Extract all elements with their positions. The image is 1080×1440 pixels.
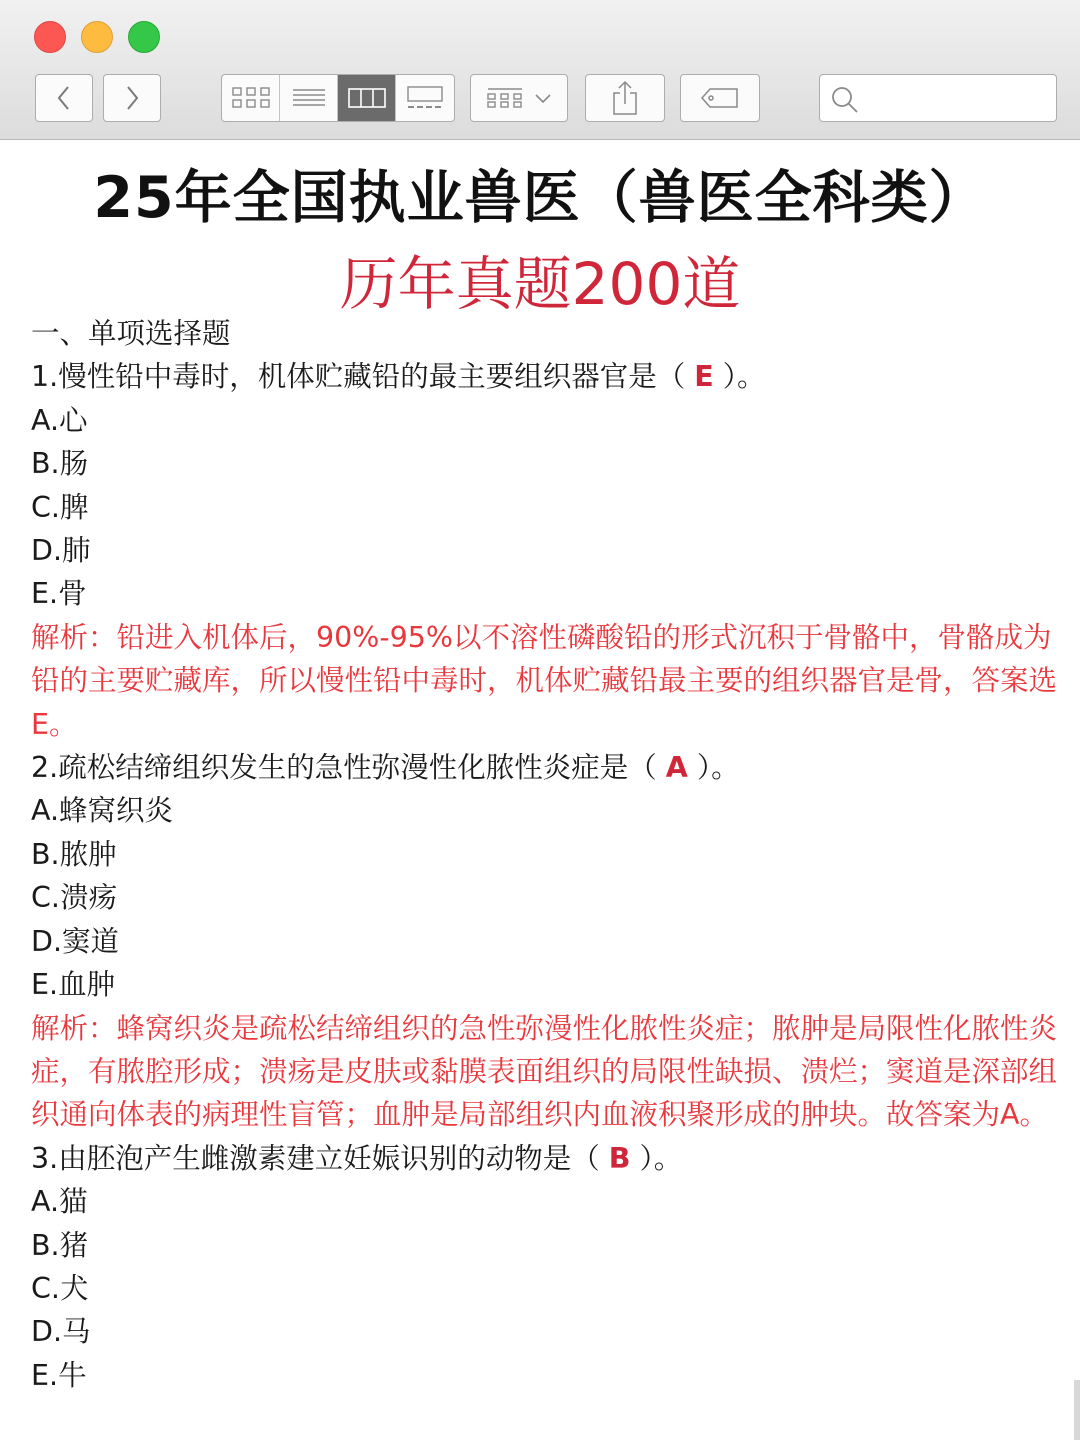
document-page xyxy=(0,140,1080,1440)
group-by-button[interactable] xyxy=(470,74,568,122)
tag-icon xyxy=(700,86,740,110)
option-b: B.猪 xyxy=(31,1228,89,1262)
gallery-view-button[interactable] xyxy=(396,75,454,121)
close-window-button[interactable] xyxy=(34,21,66,53)
chevron-down-icon xyxy=(534,92,552,104)
option-d: D.肺 xyxy=(31,534,91,568)
gallery-view-icon xyxy=(406,85,444,111)
question-text: 1.慢性铅中毒时，机体贮藏铅的最主要组织器官是（ xyxy=(31,360,695,394)
question-text-end: ）。 xyxy=(687,751,740,785)
icon-view-button[interactable] xyxy=(222,75,280,121)
question-text: 2.疏松结缔组织发生的急性弥漫性化脓性炎症是（ xyxy=(31,751,666,785)
question-text: 3.由胚泡产生雌激素建立妊娠识别的动物是（ xyxy=(31,1141,609,1175)
share-icon xyxy=(611,80,639,116)
option-c: C.溃疡 xyxy=(31,881,117,915)
minimize-window-button[interactable] xyxy=(81,21,113,53)
document-title: 25年全国执业兽医（兽医全科类） xyxy=(93,165,987,231)
question-list xyxy=(31,312,1061,1397)
option-e: E.血肿 xyxy=(31,968,116,1002)
option-d: D.马 xyxy=(31,1315,91,1349)
column-view-button[interactable] xyxy=(338,75,396,121)
search-field[interactable] xyxy=(819,74,1057,122)
answer-letter: B xyxy=(608,1141,631,1175)
option-a: A.蜂窝织炎 xyxy=(31,794,174,828)
option-e: E.牛 xyxy=(31,1358,87,1392)
section-heading: 一、单项选择题 xyxy=(31,317,231,350)
option-b: B.脓肿 xyxy=(31,837,117,871)
option-b: B.肠 xyxy=(31,447,89,481)
question-text-end: ）。 xyxy=(630,1141,683,1175)
analysis-text: 解析：铅进入机体后，90%-95%以不溶性磷酸铅的形式沉积于骨骼中，骨骼成为铅的主要贮藏库，所以慢性铅中毒时，机体贮藏铅最主要的组织器官是骨，答案选E。 xyxy=(31,620,1058,741)
scrollbar-thumb[interactable] xyxy=(1074,1380,1080,1440)
list-view-icon xyxy=(292,87,326,109)
option-c: C.脾 xyxy=(31,490,89,524)
question-stem xyxy=(31,746,1061,789)
question-text-end: ）。 xyxy=(713,360,766,394)
analysis-text: 解析：蜂窝织炎是疏松结缔组织的急性弥漫性化脓性炎症；脓肿是局限性化脓性炎症，有脓腔形成；溃疡是皮肤或黏膜表面组织的局限性缺损、溃烂；窦道是深部组织通向体表的病理性盲管；血肿是局部组织内血液积聚形成的肿块。故答案为A。 xyxy=(31,1011,1058,1132)
question-stem xyxy=(31,1137,1061,1180)
zoom-window-button[interactable] xyxy=(128,21,160,53)
option-c: C.犬 xyxy=(31,1271,89,1305)
view-mode-switcher xyxy=(221,74,455,122)
column-view-icon xyxy=(348,87,386,109)
question-stem xyxy=(31,355,1061,398)
option-a: A.猫 xyxy=(31,1185,88,1219)
document-subtitle: 历年真题200道 xyxy=(339,250,741,318)
option-d: D.窦道 xyxy=(31,924,120,958)
finder-toolbar xyxy=(0,0,1080,140)
group-by-icon xyxy=(486,87,526,109)
chevron-left-icon xyxy=(54,84,74,112)
option-e: E.骨 xyxy=(31,577,87,611)
option-a: A.心 xyxy=(31,403,88,437)
answer-letter: E xyxy=(694,360,714,394)
search-icon xyxy=(830,85,860,115)
answer-letter: A xyxy=(665,751,688,785)
tag-button[interactable] xyxy=(680,74,760,122)
share-button[interactable] xyxy=(585,74,665,122)
forward-button[interactable] xyxy=(103,74,161,122)
chevron-right-icon xyxy=(122,84,142,112)
icon-view-icon xyxy=(231,86,271,110)
back-button[interactable] xyxy=(35,74,93,122)
list-view-button[interactable] xyxy=(280,75,338,121)
